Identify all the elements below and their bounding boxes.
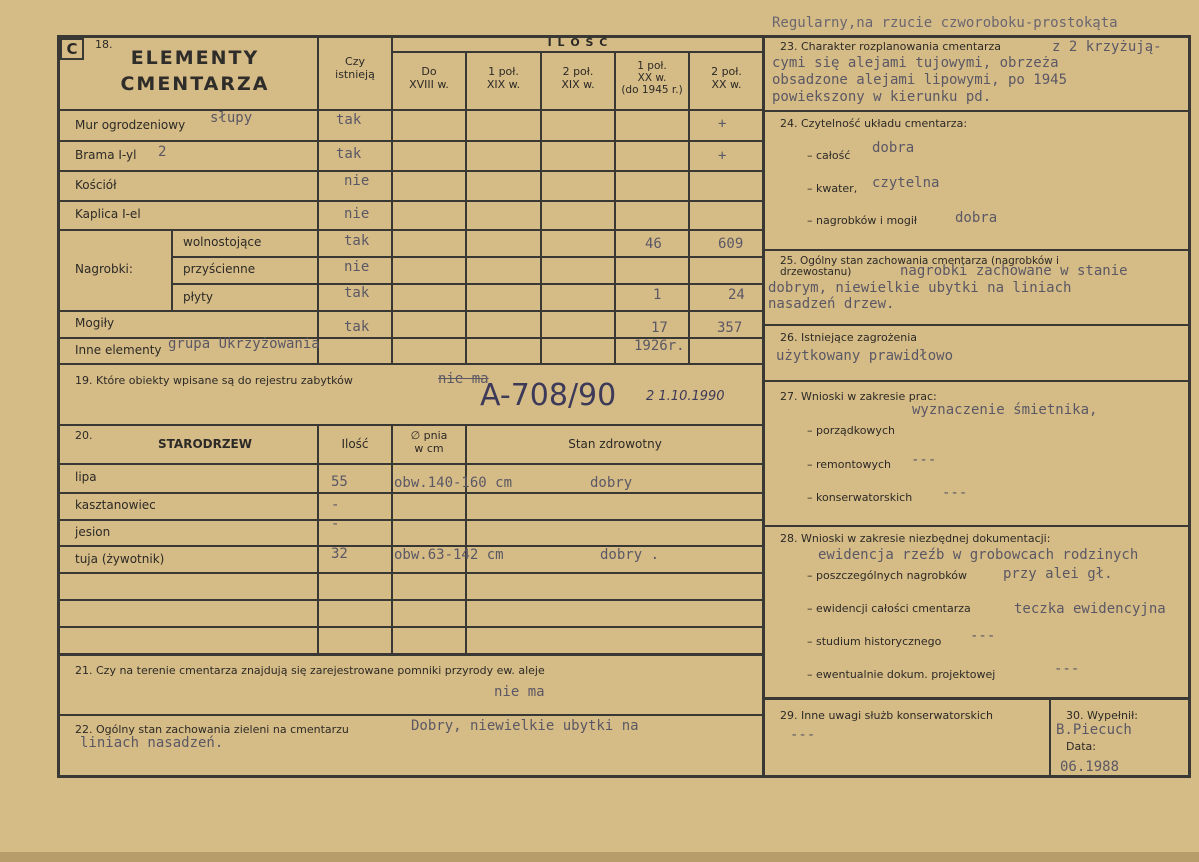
s24-whole-label: – całość: [807, 149, 851, 162]
s20-col-diameter: ∅ pnia w cm: [410, 429, 448, 455]
s19-question: 19. Które obiekty wpisane są do rejestru zabytków: [75, 374, 353, 387]
s23-line1: z 2 krzyżują-: [1052, 39, 1162, 55]
s20-col-count: Ilość: [341, 437, 369, 451]
s26-question: 26. Istniejące zagrożenia: [780, 331, 918, 344]
s28-item-1-label: – poszczególnych nagrobków: [807, 569, 967, 582]
card-bottom-edge: [0, 852, 1199, 862]
s25-question: 25. Ogólny stan zachowania cmentarza (nagrobków i drzewostanu): [780, 255, 1059, 279]
period-header-1: Do XVIII w.: [409, 65, 449, 91]
row-wall-exists: tak: [336, 112, 362, 128]
s23-line2: cymi się alejami tujowymi, obrzeża: [772, 55, 1059, 71]
s30-date: 06.1988: [1060, 759, 1120, 775]
s21-question: 21. Czy na terenie cmentarza znajdują się zarejestrowane pomniki przyrody ew. aleje: [75, 664, 545, 677]
row-church-exists: nie: [344, 173, 370, 189]
row-other-label: Inne elementy: [75, 343, 162, 357]
row-mounds-label: Mogiły: [75, 316, 115, 330]
row-other-note: grupa Ukrzyżowania: [168, 336, 320, 352]
s27-item-1-label: – porządkowych: [807, 424, 895, 437]
s23-overtyped: Regularny,na rzucie czworoboku-prostokąta: [772, 15, 1118, 31]
frame-middle: [762, 35, 765, 777]
s29-question: 29. Inne uwagi służb konserwatorskich: [780, 709, 993, 722]
s18-number: 18.: [95, 38, 113, 51]
s30-label: 30. Wypełnił:: [1066, 709, 1138, 722]
period-header-4: 1 poł. XX w. (do 1945 r.): [621, 60, 683, 97]
tree-row-3-label: jesion: [75, 525, 111, 539]
s27-item-2-label: – remontowych: [807, 458, 892, 471]
row-wall-label: Mur ogrodzeniowy: [75, 118, 186, 132]
s28-item-2-label: – ewidencji całości cmentarza: [807, 602, 971, 615]
row-mounds-exists: tak: [344, 319, 370, 335]
s27-item-3-label: – konserwatorskich: [807, 491, 913, 504]
s18-title-line2: CMENTARZA: [120, 73, 270, 95]
s28-item-3-label: – studium historycznego: [807, 635, 942, 648]
s27-question: 27. Wnioski w zakresie prac:: [780, 390, 937, 403]
s28-typed-top: ewidencja rzeźb w grobowcach rodzinych: [818, 547, 1139, 563]
tree-row-3-count: -: [331, 516, 340, 532]
tree-row-4-diameter: obw.63-142 cm: [394, 547, 504, 563]
s28-question: 28. Wnioski w zakresie niezbędnej dokumentacji:: [780, 532, 1051, 545]
row-chapel-exists: nie: [344, 206, 370, 222]
tree-row-1-diameter: obw.140-160 cm: [394, 475, 513, 491]
col-quantity-header: I L O Ś Ć: [547, 36, 609, 49]
s25-line2: dobrym, niewielkie ubytki na liniach: [768, 280, 1072, 296]
tree-row-2-count: -: [331, 497, 340, 513]
s24-whole-value: dobra: [872, 140, 915, 156]
s28-item-2-value: teczka ewidencyjna: [1014, 601, 1166, 617]
row-slabs-exists: tak: [344, 285, 370, 301]
s24-graves-label: – nagrobków i mogił: [807, 214, 918, 227]
graves-group-label: Nagrobki:: [75, 262, 133, 276]
tree-row-2-label: kasztanowiec: [75, 498, 156, 512]
s22-question: 22. Ogólny stan zachowania zieleni na cmentarzu: [75, 723, 349, 736]
tree-row-1-count: 55: [331, 474, 348, 490]
row-church-label: Kościół: [75, 178, 117, 192]
s27-item-2-value: ---: [911, 452, 937, 468]
s27-typed-top: wyznaczenie śmietnika,: [912, 402, 1098, 418]
s28-item-1-value: przy alei gł.: [1003, 566, 1113, 582]
s22-answer-line1: Dobry, niewielkie ubytki na: [411, 718, 639, 734]
s23-line3: obsadzone alejami lipowymi, po 1945: [772, 72, 1068, 88]
s30-name: B.Piecuch: [1056, 722, 1132, 738]
row-freestanding-exists: tak: [344, 233, 370, 249]
s24-graves-value: dobra: [955, 210, 998, 226]
row-chapel-label: Kaplica I-el: [75, 207, 141, 221]
col-exists-header: Czy istnieją: [335, 55, 375, 81]
s18-title-line1: ELEMENTY: [130, 47, 260, 69]
s28-item-4-value: ---: [1054, 661, 1080, 677]
s28-item-3-value: ---: [970, 628, 996, 644]
period-header-3: 2 poł. XIX w.: [561, 65, 595, 91]
row-slabs-p4: 1: [653, 287, 662, 303]
s19-typed-struck: nie ma: [438, 371, 489, 387]
row-slabs-p5: 24: [728, 287, 745, 303]
row-freestanding-p4: 46: [645, 236, 662, 252]
s28-item-4-label: – ewentualnie dokum. projektowej: [807, 668, 996, 681]
s30-date-label: Data:: [1066, 740, 1096, 753]
tree-row-1-health: dobry: [590, 475, 633, 491]
row-mounds-p5: 357: [717, 320, 743, 336]
row-other-p4: 1926r.: [634, 338, 685, 354]
s19-register-number: A-708/90: [480, 378, 617, 413]
row-gate-note: 2: [158, 144, 167, 160]
s21-answer: nie ma: [494, 684, 545, 700]
tree-row-4-label: tuja (żywotnik): [75, 552, 165, 566]
s27-item-3-value: ---: [942, 485, 968, 501]
row-mounds-p4: 17: [651, 320, 668, 336]
row-wallmounted-exists: nie: [344, 259, 370, 275]
row-gate-label: Brama I-yl: [75, 148, 137, 162]
s23-line4: powiekszony w kierunku pd.: [772, 89, 992, 105]
s20-col-health: Stan zdrowotny: [568, 437, 662, 451]
section-letter: C: [66, 40, 78, 58]
s23-question: 23. Charakter rozplanowania cmentarza: [780, 40, 1001, 53]
row-wall-note: słupy: [210, 110, 253, 126]
s29-answer: ---: [790, 727, 816, 743]
s24-question: 24. Czytelność układu cmentarza:: [780, 117, 968, 130]
s20-number: 20.: [75, 429, 93, 442]
row-freestanding-label: wolnostojące: [183, 235, 262, 249]
period-header-2: 1 poł. XIX w.: [486, 65, 521, 91]
frame-left: [57, 35, 60, 777]
tree-row-4-health: dobry .: [600, 547, 660, 563]
s20-title: STARODRZEW: [158, 437, 252, 451]
frame-bottom: [57, 775, 764, 778]
period-header-5: 2 poł. XX w.: [711, 65, 742, 91]
row-gate-p5: +: [718, 148, 727, 164]
frame-right: [1188, 35, 1191, 777]
row-wallmounted-label: przyścienne: [183, 262, 256, 276]
tree-row-1-label: lipa: [75, 470, 97, 484]
s19-register-date: 2 1.10.1990: [646, 389, 725, 404]
s25-line3: nasadzeń drzew.: [768, 296, 895, 312]
s24-quarters-label: – kwater,: [807, 182, 858, 195]
tree-row-4-count: 32: [331, 546, 348, 562]
s25-line1: nagrobki zachowane w stanie: [900, 263, 1128, 279]
row-freestanding-p5: 609: [718, 236, 744, 252]
s24-quarters-value: czytelna: [872, 175, 940, 191]
s26-answer: użytkowany prawidłowo: [776, 348, 954, 364]
row-slabs-label: płyty: [183, 290, 213, 304]
row-wall-p5: +: [718, 116, 727, 132]
s22-answer-line2: liniach nasadzeń.: [80, 735, 224, 751]
row-gate-exists: tak: [336, 146, 362, 162]
